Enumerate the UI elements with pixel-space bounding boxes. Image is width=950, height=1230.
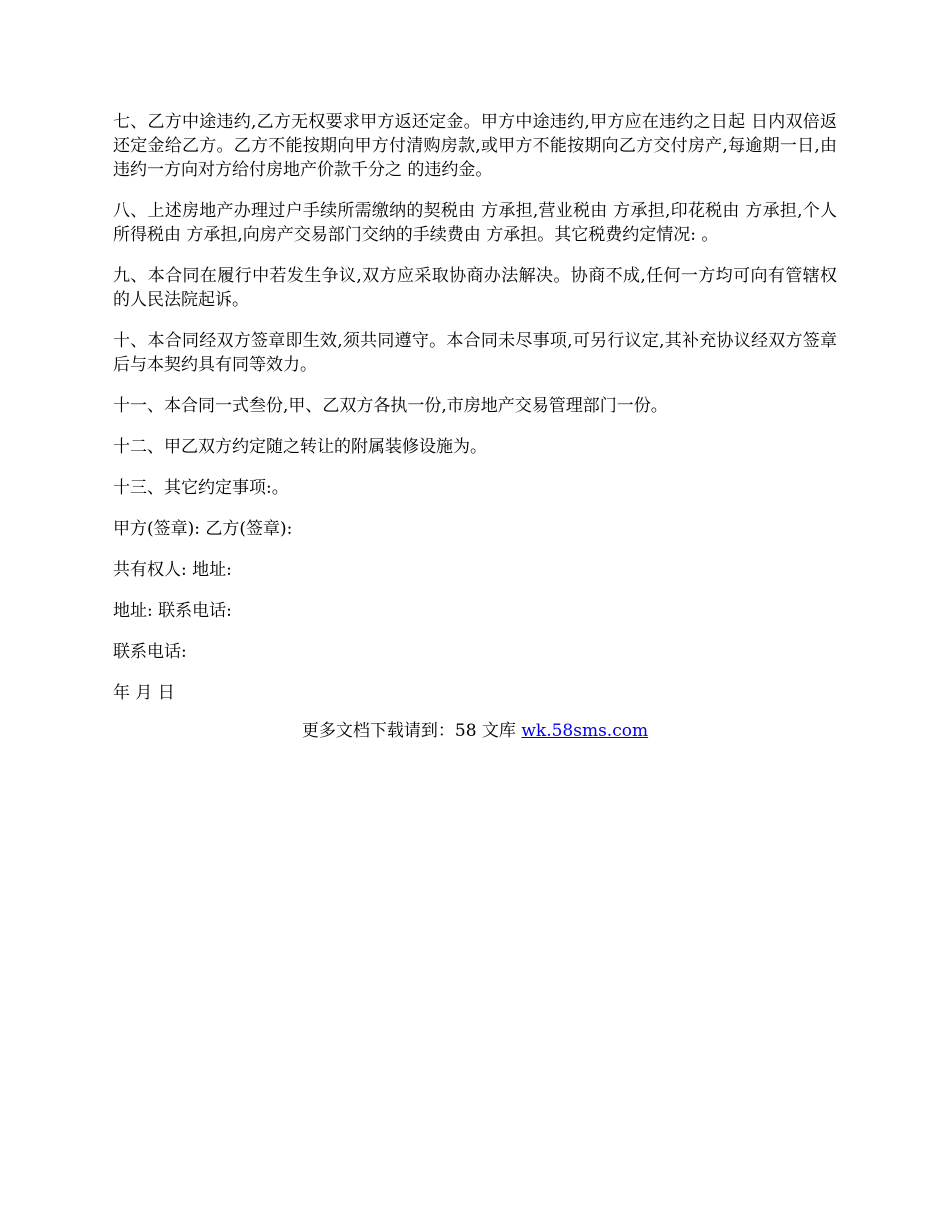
clause-8: 八、上述房地产办理过户手续所需缴纳的契税由 方承担,营业税由 方承担,印花税由 方承担,个人所得税由 方承担,向房产交易部门交纳的手续费由 方承担。其它税费约定情况: 。 [113, 201, 837, 245]
clause-13: 十三、其它约定事项:。 [113, 478, 289, 498]
download-footer [0, 719, 950, 743]
address-phone-line: 地址: 联系电话: [113, 601, 232, 621]
date-line: 年 月 日 [113, 683, 175, 703]
clause-11: 十一、本合同一式叁份,甲、乙双方各执一份,市房地产交易管理部门一份。 [113, 396, 668, 416]
document-body [113, 110, 837, 722]
co-owner-address-line: 共有权人: 地址: [113, 560, 232, 580]
clause-9: 九、本合同在履行中若发生争议,双方应采取协商办法解决。协商不成,任何一方均可向有管辖权的人民法院起诉。 [113, 266, 837, 310]
footer-text: 更多文档下载请到：58 文库 [301, 721, 522, 741]
clause-10: 十、本合同经双方签章即生效,须共同遵守。本合同未尽事项,可另行议定,其补充协议经双方签章后与本契约具有同等效力。 [113, 331, 837, 375]
clause-7: 七、乙方中途违约,乙方无权要求甲方返还定金。甲方中途违约,甲方应在违约之日起 日内双倍返还定金给乙方。乙方不能按期向甲方付清购房款,或甲方不能按期向乙方交付房产,每逾期一日,由违约一方向对方给付房地产价款千分之 的违约金。 [113, 112, 837, 180]
phone-line: 联系电话: [113, 642, 187, 662]
footer-link[interactable]: wk.58sms.com [521, 721, 649, 741]
signature-line-party-a-b: 甲方(签章): 乙方(签章): [113, 519, 293, 539]
clause-12: 十二、甲乙双方约定随之转让的附属装修设施为。 [113, 437, 487, 457]
